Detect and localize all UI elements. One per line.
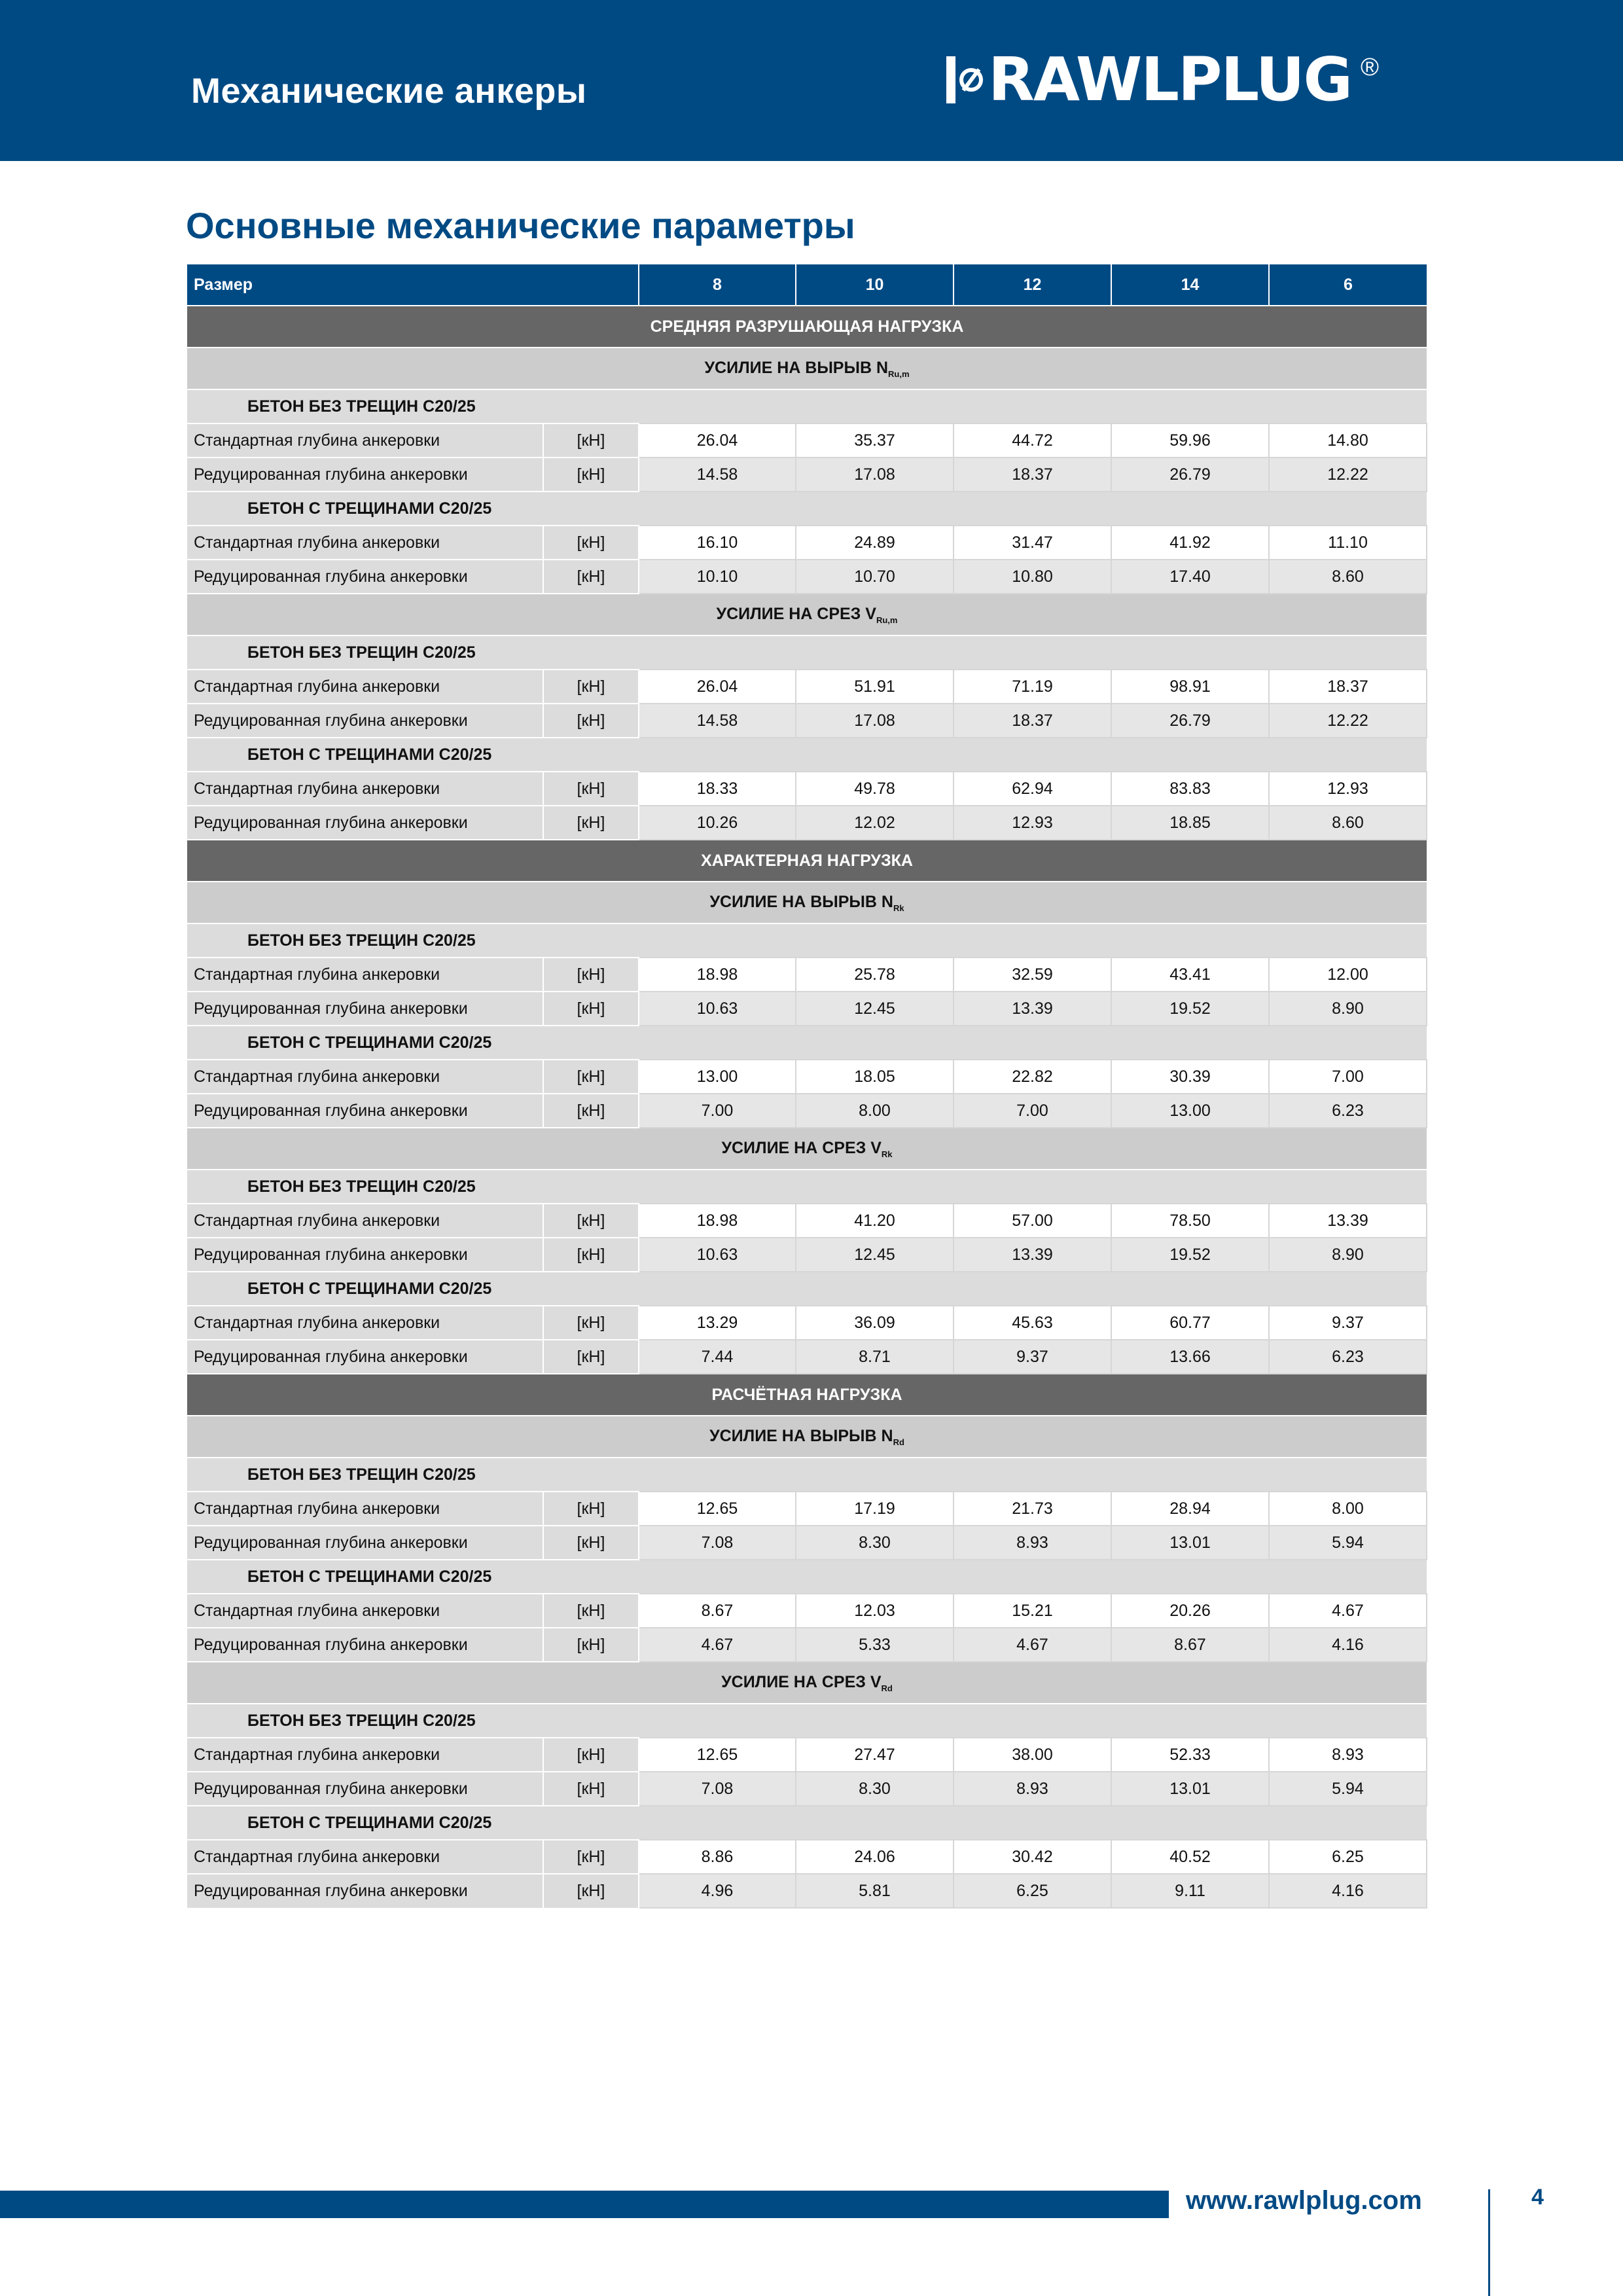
row-label: Редуцированная глубина анкеровки (187, 1526, 543, 1560)
subsection-subscript: Rk (893, 903, 904, 913)
value-cell: 5.33 (796, 1628, 954, 1662)
value-cell: 13.39 (954, 1238, 1111, 1272)
section-title: РАСЧЁТНАЯ НАГРУЗКА (187, 1374, 1427, 1416)
value-cell: 12.45 (796, 1238, 954, 1272)
row-label: Стандартная глубина анкеровки (187, 772, 543, 806)
table-row (187, 806, 1427, 840)
table-row (187, 1738, 1427, 1772)
concrete-group-row (187, 492, 1427, 526)
concrete-group-row (187, 738, 1427, 772)
concrete-group-filler (639, 1704, 1427, 1738)
page-title: Основные механические параметры (186, 205, 855, 246)
row-unit: [кН] (543, 560, 639, 594)
value-cell: 6.23 (1269, 1340, 1427, 1374)
value-cell: 21.73 (954, 1492, 1111, 1526)
subsection-subscript: Ru,m (876, 615, 898, 625)
value-cell: 4.67 (954, 1628, 1111, 1662)
row-unit: [кН] (543, 806, 639, 840)
page-header (0, 0, 1623, 161)
row-label: Редуцированная глубина анкеровки (187, 704, 543, 738)
concrete-group-filler (639, 924, 1427, 958)
table-row (187, 772, 1427, 806)
row-unit: [кН] (543, 1340, 639, 1374)
row-unit: [кН] (543, 1204, 639, 1238)
subsection-title (187, 594, 1427, 636)
row-unit: [кН] (543, 704, 639, 738)
value-cell: 17.08 (796, 457, 954, 492)
value-cell: 10.63 (639, 992, 796, 1026)
value-cell: 13.29 (639, 1306, 796, 1340)
value-cell: 18.98 (639, 1204, 796, 1238)
value-cell: 15.21 (954, 1594, 1111, 1628)
value-cell: 36.09 (796, 1306, 954, 1340)
value-cell: 52.33 (1111, 1738, 1269, 1772)
value-cell: 4.67 (1269, 1594, 1427, 1628)
subsection-row (187, 1662, 1427, 1704)
value-cell: 14.58 (639, 704, 796, 738)
value-cell: 4.16 (1269, 1628, 1427, 1662)
concrete-group-label: БЕТОН БЕЗ ТРЕЩИН C20/25 (187, 636, 639, 670)
table-row (187, 1204, 1427, 1238)
value-cell: 9.37 (954, 1340, 1111, 1374)
value-cell: 17.19 (796, 1492, 954, 1526)
value-cell: 18.37 (954, 457, 1111, 492)
concrete-group-row (187, 1170, 1427, 1204)
value-cell: 45.63 (954, 1306, 1111, 1340)
value-cell: 8.86 (639, 1840, 796, 1874)
concrete-group-filler (639, 1026, 1427, 1060)
value-cell: 10.26 (639, 806, 796, 840)
concrete-group-row (187, 1704, 1427, 1738)
value-cell: 59.96 (1111, 423, 1269, 457)
subsection-title-text: УСИЛИЕ НА СРЕЗ V (721, 1672, 882, 1691)
value-cell: 6.25 (1269, 1840, 1427, 1874)
rawlplug-logo-text: RAWLPLUG (988, 45, 1352, 115)
subsection-subscript: Rd (881, 1683, 893, 1693)
row-unit: [кН] (543, 958, 639, 992)
value-cell: 18.37 (954, 704, 1111, 738)
value-cell: 25.78 (796, 958, 954, 992)
value-cell: 26.04 (639, 670, 796, 704)
row-unit: [кН] (543, 1874, 639, 1908)
concrete-group-label: БЕТОН С ТРЕЩИНАМИ C20/25 (187, 1806, 639, 1840)
table-row (187, 958, 1427, 992)
row-unit: [кН] (543, 1738, 639, 1772)
value-cell: 30.42 (954, 1840, 1111, 1874)
row-unit: [кН] (543, 1772, 639, 1806)
value-cell: 18.37 (1269, 670, 1427, 704)
row-label: Редуцированная глубина анкеровки (187, 1874, 543, 1908)
value-cell: 40.52 (1111, 1840, 1269, 1874)
subsection-title (187, 1128, 1427, 1170)
value-cell: 30.39 (1111, 1060, 1269, 1094)
row-unit: [кН] (543, 1060, 639, 1094)
row-label: Стандартная глубина анкеровки (187, 1594, 543, 1628)
section-row (187, 840, 1427, 882)
subsection-subscript: Rd (893, 1437, 904, 1447)
concrete-group-row (187, 636, 1427, 670)
header-cell-size-8: 8 (639, 264, 796, 306)
table-row (187, 1492, 1427, 1526)
value-cell: 12.03 (796, 1594, 954, 1628)
value-cell: 12.00 (1269, 958, 1427, 992)
table-row (187, 1340, 1427, 1374)
value-cell: 98.91 (1111, 670, 1269, 704)
row-label: Редуцированная глубина анкеровки (187, 1340, 543, 1374)
value-cell: 14.58 (639, 457, 796, 492)
value-cell: 12.93 (954, 806, 1111, 840)
value-cell: 9.37 (1269, 1306, 1427, 1340)
value-cell: 38.00 (954, 1738, 1111, 1772)
value-cell: 22.82 (954, 1060, 1111, 1094)
value-cell: 13.01 (1111, 1772, 1269, 1806)
concrete-group-label: БЕТОН БЕЗ ТРЕЩИН C20/25 (187, 924, 639, 958)
header-cell-size: Размер (187, 264, 639, 306)
subsection-title (187, 348, 1427, 389)
value-cell: 51.91 (796, 670, 954, 704)
value-cell: 8.30 (796, 1526, 954, 1560)
value-cell: 12.65 (639, 1492, 796, 1526)
value-cell: 32.59 (954, 958, 1111, 992)
row-unit: [кН] (543, 1840, 639, 1874)
concrete-group-filler (639, 1458, 1427, 1492)
header-cell-size-12: 12 (954, 264, 1111, 306)
table-header-row (187, 264, 1427, 306)
subsection-title (187, 882, 1427, 924)
value-cell: 8.93 (954, 1772, 1111, 1806)
value-cell: 9.11 (1111, 1874, 1269, 1908)
value-cell: 43.41 (1111, 958, 1269, 992)
subsection-row (187, 348, 1427, 389)
mechanical-parameters-table (187, 264, 1427, 1909)
subsection-subscript: Rk (881, 1149, 893, 1159)
row-label: Редуцированная глубина анкеровки (187, 457, 543, 492)
value-cell: 10.80 (954, 560, 1111, 594)
value-cell: 12.22 (1269, 704, 1427, 738)
value-cell: 7.44 (639, 1340, 796, 1374)
section-row (187, 306, 1427, 348)
value-cell: 83.83 (1111, 772, 1269, 806)
value-cell: 18.85 (1111, 806, 1269, 840)
concrete-group-label: БЕТОН С ТРЕЩИНАМИ C20/25 (187, 738, 639, 772)
value-cell: 7.00 (954, 1094, 1111, 1128)
table-row (187, 1594, 1427, 1628)
concrete-group-label: БЕТОН БЕЗ ТРЕЩИН C20/25 (187, 1704, 639, 1738)
value-cell: 8.30 (796, 1772, 954, 1806)
table-row (187, 1772, 1427, 1806)
value-cell: 20.26 (1111, 1594, 1269, 1628)
concrete-group-label: БЕТОН С ТРЕЩИНАМИ C20/25 (187, 492, 639, 526)
row-unit: [кН] (543, 1238, 639, 1272)
subsection-title-text: УСИЛИЕ НА ВЫРЫВ N (709, 892, 893, 911)
value-cell: 12.45 (796, 992, 954, 1026)
header-cell-size-6: 6 (1269, 264, 1427, 306)
table-row (187, 1628, 1427, 1662)
value-cell: 7.00 (1269, 1060, 1427, 1094)
row-unit: [кН] (543, 772, 639, 806)
row-unit: [кН] (543, 1306, 639, 1340)
table-row (187, 1238, 1427, 1272)
value-cell: 8.00 (1269, 1492, 1427, 1526)
value-cell: 4.16 (1269, 1874, 1427, 1908)
concrete-group-filler (639, 492, 1427, 526)
table-row (187, 1060, 1427, 1094)
value-cell: 24.06 (796, 1840, 954, 1874)
concrete-group-row (187, 924, 1427, 958)
table-row (187, 423, 1427, 457)
concrete-group-row (187, 1272, 1427, 1306)
row-unit: [кН] (543, 457, 639, 492)
row-label: Стандартная глубина анкеровки (187, 1840, 543, 1874)
concrete-group-row (187, 1560, 1427, 1594)
row-label: Стандартная глубина анкеровки (187, 670, 543, 704)
value-cell: 7.08 (639, 1772, 796, 1806)
section-title: ХАРАКТЕРНАЯ НАГРУЗКА (187, 840, 1427, 882)
value-cell: 4.96 (639, 1874, 796, 1908)
value-cell: 13.39 (1269, 1204, 1427, 1238)
value-cell: 8.93 (1269, 1738, 1427, 1772)
subsection-title (187, 1416, 1427, 1458)
row-label: Редуцированная глубина анкеровки (187, 1238, 543, 1272)
table-row (187, 1840, 1427, 1874)
table-row (187, 1094, 1427, 1128)
value-cell: 8.90 (1269, 992, 1427, 1026)
header-title: Механические анкеры (191, 71, 587, 111)
value-cell: 6.25 (954, 1874, 1111, 1908)
concrete-group-row (187, 1806, 1427, 1840)
value-cell: 44.72 (954, 423, 1111, 457)
value-cell: 10.63 (639, 1238, 796, 1272)
value-cell: 49.78 (796, 772, 954, 806)
value-cell: 4.67 (639, 1628, 796, 1662)
value-cell: 7.08 (639, 1526, 796, 1560)
row-label: Стандартная глубина анкеровки (187, 1204, 543, 1238)
value-cell: 8.93 (954, 1526, 1111, 1560)
footer-divider (1488, 2189, 1490, 2296)
value-cell: 13.39 (954, 992, 1111, 1026)
value-cell: 18.05 (796, 1060, 954, 1094)
value-cell: 12.02 (796, 806, 954, 840)
value-cell: 13.00 (1111, 1094, 1269, 1128)
value-cell: 8.90 (1269, 1238, 1427, 1272)
value-cell: 19.52 (1111, 992, 1269, 1026)
value-cell: 13.01 (1111, 1526, 1269, 1560)
row-label: Стандартная глубина анкеровки (187, 1060, 543, 1094)
value-cell: 10.10 (639, 560, 796, 594)
value-cell: 78.50 (1111, 1204, 1269, 1238)
concrete-group-row (187, 389, 1427, 423)
value-cell: 41.20 (796, 1204, 954, 1238)
value-cell: 24.89 (796, 526, 954, 560)
row-label: Стандартная глубина анкеровки (187, 1306, 543, 1340)
row-label: Редуцированная глубина анкеровки (187, 1772, 543, 1806)
concrete-group-filler (639, 1170, 1427, 1204)
value-cell: 71.19 (954, 670, 1111, 704)
value-cell: 5.81 (796, 1874, 954, 1908)
subsection-subscript: Ru,m (888, 368, 910, 379)
row-unit: [кН] (543, 1094, 639, 1128)
concrete-group-row (187, 1026, 1427, 1060)
value-cell: 31.47 (954, 526, 1111, 560)
row-unit: [кН] (543, 1492, 639, 1526)
concrete-group-label: БЕТОН БЕЗ ТРЕЩИН C20/25 (187, 1458, 639, 1492)
table-row (187, 1874, 1427, 1908)
subsection-title-text: УСИЛИЕ НА СРЕЗ V (716, 604, 876, 623)
table-row (187, 526, 1427, 560)
value-cell: 60.77 (1111, 1306, 1269, 1340)
row-label: Стандартная глубина анкеровки (187, 1492, 543, 1526)
value-cell: 8.00 (796, 1094, 954, 1128)
value-cell: 27.47 (796, 1738, 954, 1772)
row-unit: [кН] (543, 1628, 639, 1662)
value-cell: 57.00 (954, 1204, 1111, 1238)
concrete-group-row (187, 1458, 1427, 1492)
table-row (187, 1306, 1427, 1340)
value-cell: 19.52 (1111, 1238, 1269, 1272)
table-row (187, 1526, 1427, 1560)
rawlplug-logo-mark-icon (946, 56, 984, 103)
value-cell: 7.00 (639, 1094, 796, 1128)
concrete-group-filler (639, 738, 1427, 772)
value-cell: 12.65 (639, 1738, 796, 1772)
row-label: Редуцированная глубина анкеровки (187, 560, 543, 594)
subsection-title-text: УСИЛИЕ НА СРЕЗ V (721, 1138, 882, 1157)
value-cell: 12.22 (1269, 457, 1427, 492)
row-label: Стандартная глубина анкеровки (187, 526, 543, 560)
concrete-group-filler (639, 1560, 1427, 1594)
value-cell: 18.33 (639, 772, 796, 806)
concrete-group-filler (639, 636, 1427, 670)
page-number: 4 (1531, 2185, 1544, 2210)
value-cell: 8.60 (1269, 806, 1427, 840)
rawlplug-logo (946, 45, 1431, 115)
concrete-group-label: БЕТОН С ТРЕЩИНАМИ C20/25 (187, 1272, 639, 1306)
concrete-group-filler (639, 1272, 1427, 1306)
registered-mark: ® (1361, 54, 1380, 81)
value-cell: 17.08 (796, 704, 954, 738)
value-cell: 41.92 (1111, 526, 1269, 560)
subsection-row (187, 1416, 1427, 1458)
row-label: Редуцированная глубина анкеровки (187, 992, 543, 1026)
value-cell: 13.66 (1111, 1340, 1269, 1374)
row-unit: [кН] (543, 992, 639, 1026)
subsection-row (187, 1128, 1427, 1170)
footer-bar (0, 2191, 1169, 2218)
value-cell: 62.94 (954, 772, 1111, 806)
value-cell: 8.67 (1111, 1628, 1269, 1662)
value-cell: 26.79 (1111, 457, 1269, 492)
table-row (187, 457, 1427, 492)
value-cell: 14.80 (1269, 423, 1427, 457)
value-cell: 8.71 (796, 1340, 954, 1374)
concrete-group-filler (639, 389, 1427, 423)
section-row (187, 1374, 1427, 1416)
table-row (187, 992, 1427, 1026)
row-label: Редуцированная глубина анкеровки (187, 1094, 543, 1128)
subsection-title-text: УСИЛИЕ НА ВЫРЫВ N (709, 1426, 893, 1445)
row-label: Редуцированная глубина анкеровки (187, 806, 543, 840)
concrete-group-label: БЕТОН С ТРЕЩИНАМИ C20/25 (187, 1026, 639, 1060)
value-cell: 11.10 (1269, 526, 1427, 560)
concrete-group-filler (639, 1806, 1427, 1840)
value-cell: 26.79 (1111, 704, 1269, 738)
subsection-title (187, 1662, 1427, 1704)
row-label: Стандартная глубина анкеровки (187, 958, 543, 992)
row-unit: [кН] (543, 423, 639, 457)
value-cell: 8.60 (1269, 560, 1427, 594)
value-cell: 13.00 (639, 1060, 796, 1094)
footer-url-link[interactable]: www.rawlplug.com (1186, 2186, 1422, 2215)
table-row (187, 704, 1427, 738)
row-unit: [кН] (543, 526, 639, 560)
section-title: СРЕДНЯЯ РАЗРУШАЮЩАЯ НАГРУЗКА (187, 306, 1427, 348)
row-unit: [кН] (543, 1594, 639, 1628)
value-cell: 10.70 (796, 560, 954, 594)
row-unit: [кН] (543, 1526, 639, 1560)
subsection-row (187, 594, 1427, 636)
value-cell: 26.04 (639, 423, 796, 457)
value-cell: 5.94 (1269, 1772, 1427, 1806)
value-cell: 12.93 (1269, 772, 1427, 806)
table-row (187, 670, 1427, 704)
header-cell-size-10: 10 (796, 264, 954, 306)
row-label: Стандартная глубина анкеровки (187, 423, 543, 457)
concrete-group-label: БЕТОН БЕЗ ТРЕЩИН C20/25 (187, 389, 639, 423)
value-cell: 5.94 (1269, 1526, 1427, 1560)
value-cell: 16.10 (639, 526, 796, 560)
value-cell: 35.37 (796, 423, 954, 457)
subsection-title-text: УСИЛИЕ НА ВЫРЫВ N (704, 358, 888, 377)
row-label: Редуцированная глубина анкеровки (187, 1628, 543, 1662)
value-cell: 18.98 (639, 958, 796, 992)
value-cell: 17.40 (1111, 560, 1269, 594)
value-cell: 6.23 (1269, 1094, 1427, 1128)
row-label: Стандартная глубина анкеровки (187, 1738, 543, 1772)
table-body (187, 306, 1427, 1908)
row-unit: [кН] (543, 670, 639, 704)
concrete-group-label: БЕТОН С ТРЕЩИНАМИ C20/25 (187, 1560, 639, 1594)
subsection-row (187, 882, 1427, 924)
header-cell-size-14: 14 (1111, 264, 1269, 306)
table-row (187, 560, 1427, 594)
concrete-group-label: БЕТОН БЕЗ ТРЕЩИН C20/25 (187, 1170, 639, 1204)
value-cell: 28.94 (1111, 1492, 1269, 1526)
value-cell: 8.67 (639, 1594, 796, 1628)
